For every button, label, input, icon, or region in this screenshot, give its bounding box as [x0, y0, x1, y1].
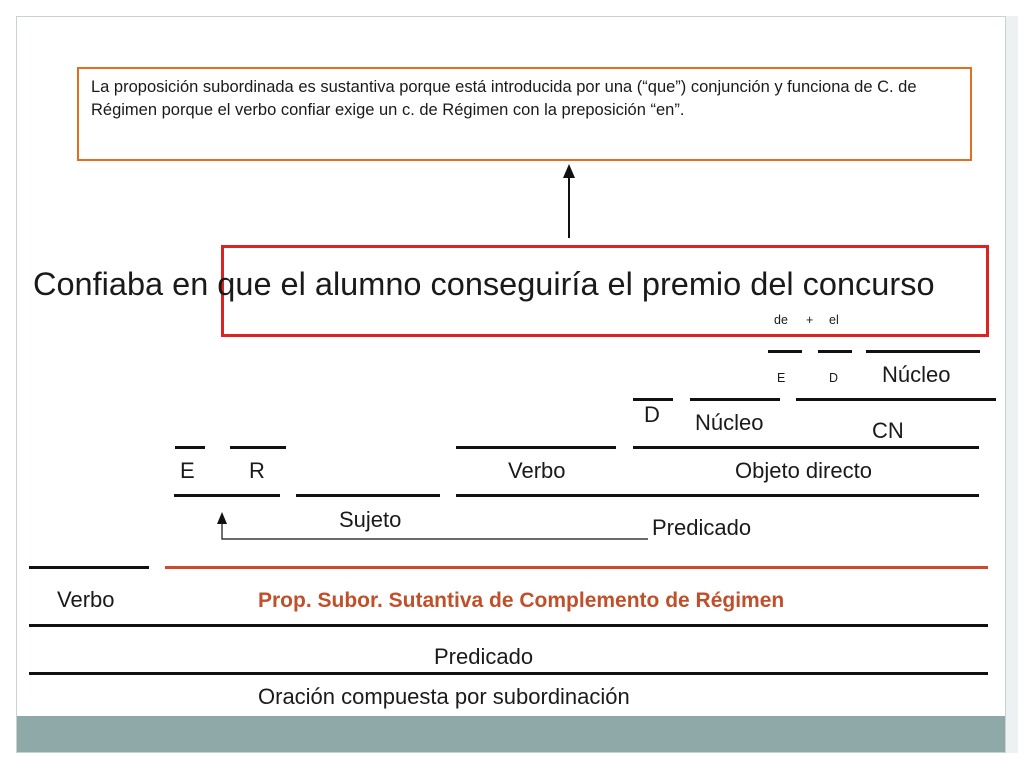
line-proposicion — [165, 566, 988, 569]
label-main-predicado: Predicado — [434, 644, 534, 669]
explanation-text: La proposición subordinada es sustantiva porque está introducida por una (“que”) conjunción y funciona de C. de Régimen porque el verbo confiar exige un c. de Régimen con la preposición “en”. — [91, 78, 917, 119]
label-od-nucleo: Núcleo — [695, 410, 764, 435]
line-oracion — [29, 672, 988, 675]
line-sub-verbo — [456, 446, 616, 449]
label-main-verbo: Verbo — [57, 587, 115, 612]
up-arrow-head — [563, 164, 575, 178]
line-objeto-directo — [633, 446, 979, 449]
line-nexus-e — [175, 446, 205, 449]
label-sub-verbo: Verbo — [508, 458, 566, 483]
label-nexus-e: E — [180, 458, 195, 483]
subject-link-line — [222, 524, 648, 539]
contraction-el: el — [829, 313, 839, 327]
label-oracion: Oración compuesta por subordinación — [258, 684, 630, 709]
line-contraction-e — [768, 350, 802, 353]
label-cn-nucleo: Núcleo — [882, 362, 951, 387]
label-nexus-r: R — [249, 458, 265, 483]
label-sujeto: Sujeto — [339, 507, 402, 532]
label-objeto-directo: Objeto directo — [735, 458, 872, 483]
line-od-determinante — [633, 398, 673, 401]
label-sub-predicado: Predicado — [652, 515, 752, 540]
line-sub-predicado — [456, 494, 979, 497]
line-main-verbo — [29, 566, 149, 569]
line-od-nucleo — [690, 398, 780, 401]
line-contraction-d — [818, 350, 852, 353]
label-contraction-d: D — [829, 371, 839, 385]
line-cn-nucleo — [866, 350, 980, 353]
label-od-determinante: D — [644, 402, 660, 427]
line-sujeto — [296, 494, 440, 497]
label-proposicion: Prop. Subor. Sutantiva de Complemento de Régimen — [258, 589, 785, 612]
contraction-de: de — [774, 313, 788, 327]
label-contraction-e: E — [777, 371, 786, 385]
line-nexus-r — [230, 446, 286, 449]
line-cn — [796, 398, 996, 401]
analyzed-sentence: Confiaba en que el alumno conseguiría el premio del concurso — [33, 266, 935, 302]
line-main-predicado — [29, 624, 988, 627]
contraction-plus: + — [806, 313, 814, 327]
line-nexus — [174, 494, 280, 497]
label-cn: CN — [872, 418, 904, 443]
subject-link-arrowhead — [217, 512, 227, 524]
